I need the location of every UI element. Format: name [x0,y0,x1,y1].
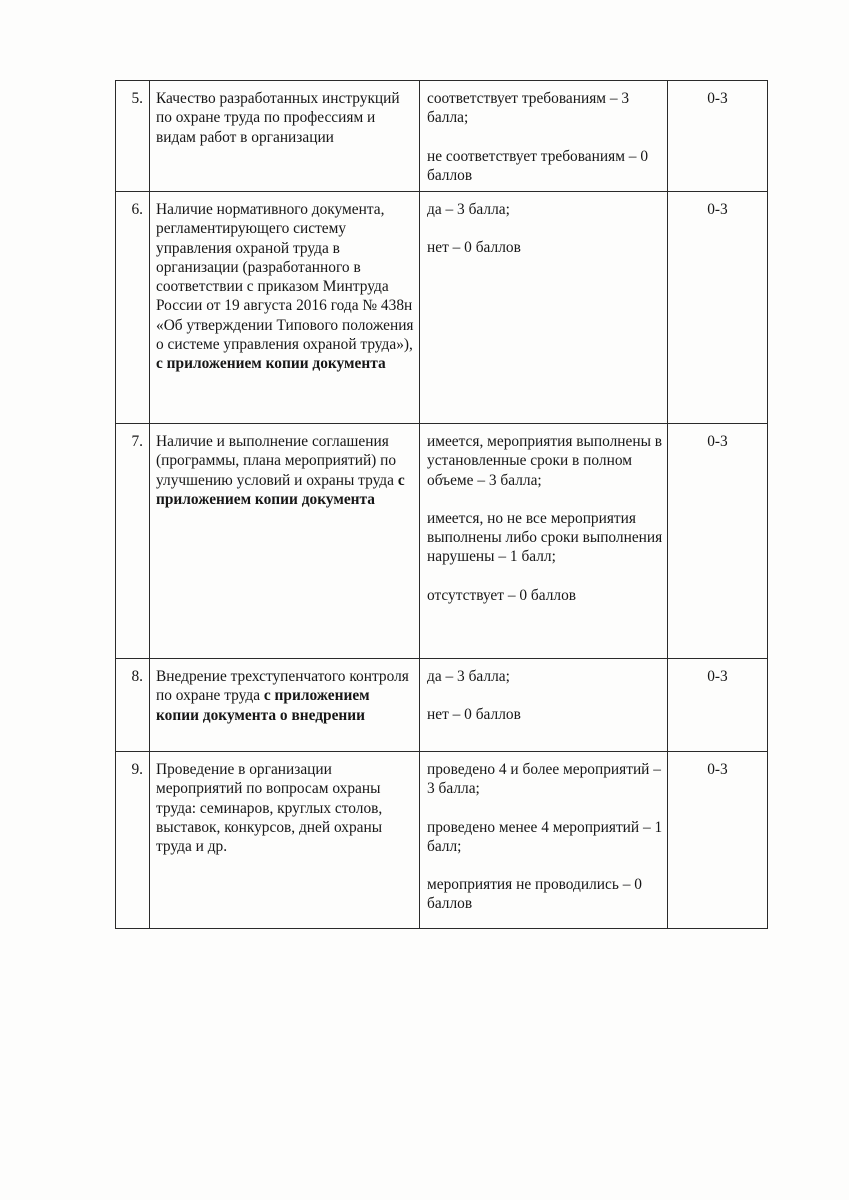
table-row [116,192,768,424]
table-row [116,81,768,192]
score-range: 0-3 [668,192,768,424]
score-range: 0-3 [668,659,768,752]
evaluation-option: имеется, мероприятия выполнены в установленные сроки в полном объеме – 3 балла; [427,433,663,489]
evaluation-cell [420,81,668,192]
criterion-text: Качество разработанных инструкций по охране труда по профессиям и видам работ в организации [156,90,400,146]
evaluation-cell [420,659,668,752]
criterion-cell [150,192,420,424]
evaluation-option: имеется, но не все мероприятия выполнены либо сроки выполнения нарушены – 1 балл; [427,509,663,566]
table-row [116,659,768,752]
evaluation-option: да – 3 балла; [427,201,510,218]
evaluation-cell [420,192,668,424]
evaluation-option: соответствует требованиям – 3 балла; [427,90,630,127]
evaluation-option: да – 3 балла; [427,668,510,685]
criterion-text: Проведение в организации мероприятий по вопросам охраны труда: семинаров, круглых столов, выставок, конкурсов, дней охраны труда и др. [156,761,383,856]
row-number: 5. [116,81,150,192]
evaluation-cell [420,424,668,659]
evaluation-option: нет – 0 баллов [427,706,521,724]
criterion-bold-text: с приложением копии документа [156,471,405,508]
criterion-bold-text: с приложением копии документа о внедрении [156,687,370,724]
criterion-text: Наличие и выполнение соглашения (программы, плана мероприятий) по улучшению условий и охраны труда [156,433,398,489]
criterion-text: Наличие нормативного документа, регламентирующего систему управления охраной труда в организации (разработанного в соответствии с приказом Минтруда России от 19 августа 2016 года № 438н «Об утверждении Типового положения о системе управления охраной труда»), [156,201,414,354]
evaluation-option: нет – 0 баллов [427,239,521,257]
table-row [116,424,768,659]
evaluation-option: проведено 4 и более мероприятий – 3 балла; [427,761,661,798]
criterion-cell [150,424,420,659]
evaluation-option: не соответствует требованиям – 0 баллов [427,147,649,184]
criterion-text: Внедрение трехступенчатого контроля по охране труда [156,668,409,705]
row-number: 7. [116,424,150,659]
criterion-bold-text: с приложением копии документа [156,355,386,373]
row-number: 9. [116,752,150,929]
evaluation-option: мероприятия не проводились – 0 баллов [427,876,642,913]
score-range: 0-3 [668,81,768,192]
evaluation-cell [420,752,668,929]
criteria-table [115,80,768,929]
row-number: 8. [116,659,150,752]
criterion-cell [150,752,420,929]
score-range: 0-3 [668,424,768,659]
row-number: 6. [116,192,150,424]
evaluation-option: отсутствует – 0 баллов [427,586,577,604]
evaluation-option: проведено менее 4 мероприятий – 1 балл; [427,818,663,855]
table-row [116,752,768,929]
criterion-cell [150,659,420,752]
score-range: 0-3 [668,752,768,929]
criterion-cell [150,81,420,192]
